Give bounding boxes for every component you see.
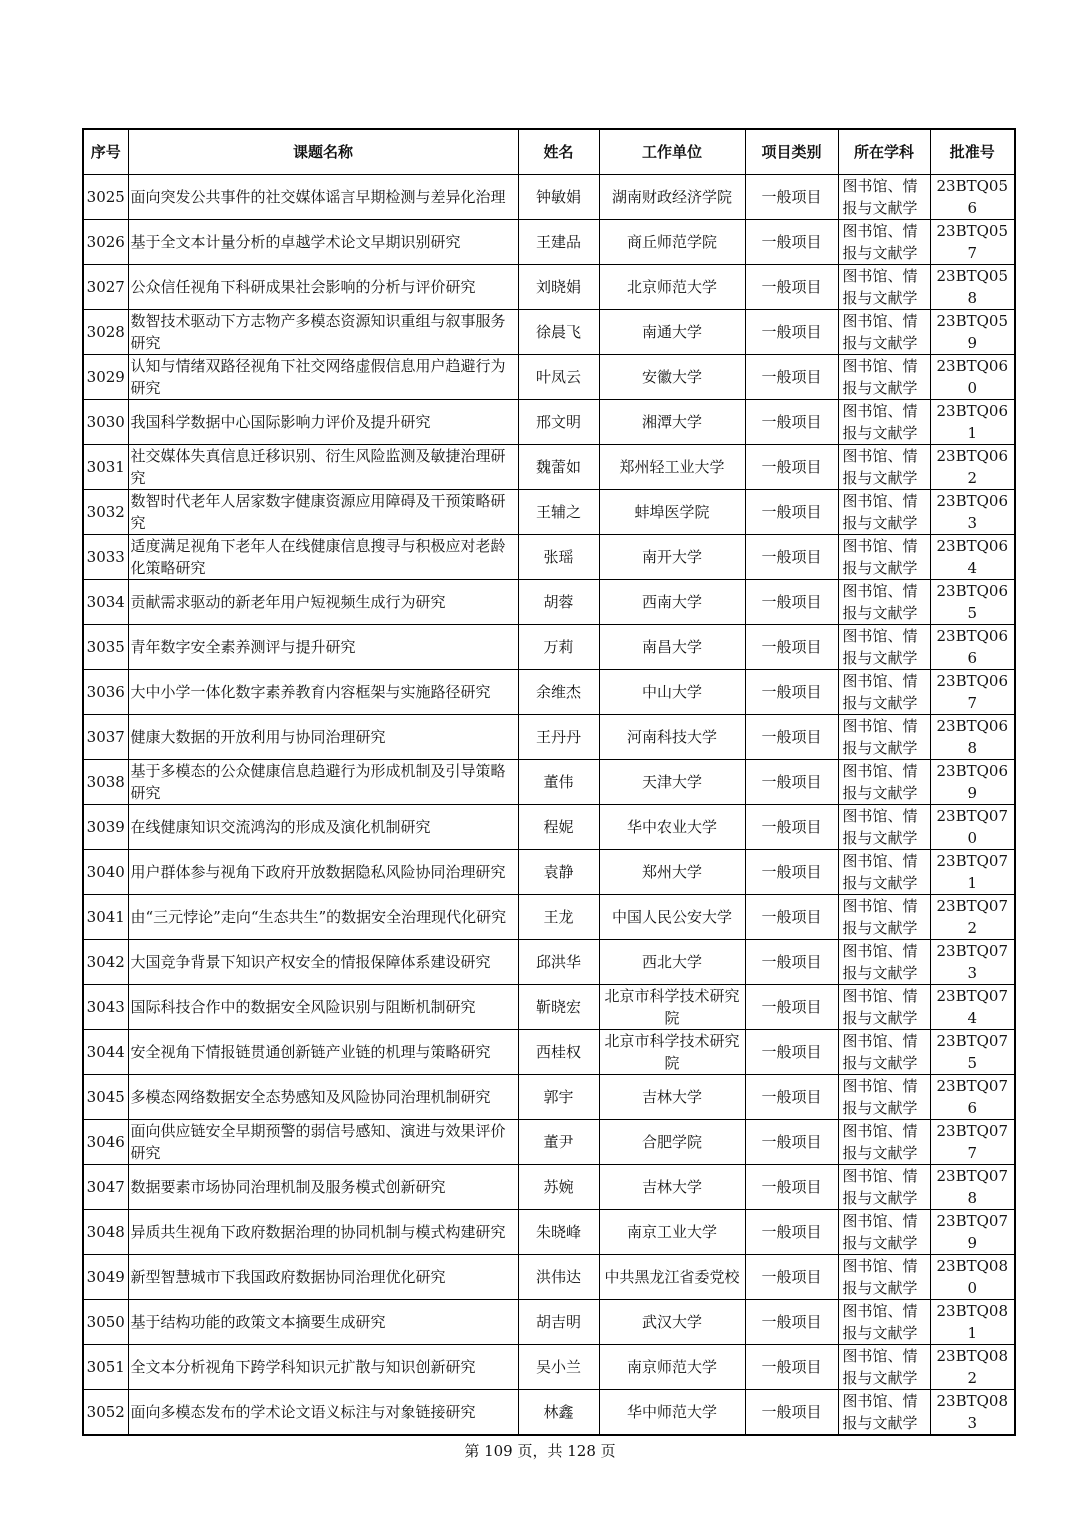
row-type: 一般项目: [745, 1030, 838, 1075]
row-discipline: 图书馆、情报与文献学: [838, 850, 930, 895]
table-row: [83, 535, 1015, 580]
row-discipline: 图书馆、情报与文献学: [838, 580, 930, 625]
table-row: [83, 1075, 1015, 1120]
row-discipline: 图书馆、情报与文献学: [838, 760, 930, 805]
row-no: 3050: [83, 1300, 128, 1345]
row-name: 胡吉明: [518, 1300, 599, 1345]
row-no: 3049: [83, 1255, 128, 1300]
row-title: 贡献需求驱动的新老年用户短视频生成行为研究: [128, 580, 518, 625]
row-unit: 河南科技大学: [599, 715, 745, 760]
row-type: 一般项目: [745, 850, 838, 895]
row-title: 公众信任视角下科研成果社会影响的分析与评价研究: [128, 265, 518, 310]
row-discipline: 图书馆、情报与文献学: [838, 265, 930, 310]
row-title: 基于结构功能的政策文本摘要生成研究: [128, 1300, 518, 1345]
table-row: [83, 265, 1015, 310]
row-unit: 中共黑龙江省委党校: [599, 1255, 745, 1300]
row-no: 3028: [83, 310, 128, 355]
row-type: 一般项目: [745, 265, 838, 310]
row-approval: 23BTQ066: [930, 625, 1015, 670]
row-unit: 南通大学: [599, 310, 745, 355]
row-title: 多模态网络数据安全态势感知及风险协同治理机制研究: [128, 1075, 518, 1120]
row-name: 王辅之: [518, 490, 599, 535]
row-type: 一般项目: [745, 1210, 838, 1255]
row-approval: 23BTQ071: [930, 850, 1015, 895]
header-no: 序号: [83, 129, 128, 175]
table-row: [83, 895, 1015, 940]
row-discipline: 图书馆、情报与文献学: [838, 625, 930, 670]
header-type: 项目类别: [745, 129, 838, 175]
row-approval: 23BTQ057: [930, 220, 1015, 265]
row-no: 3027: [83, 265, 128, 310]
row-no: 3032: [83, 490, 128, 535]
row-type: 一般项目: [745, 1255, 838, 1300]
row-discipline: 图书馆、情报与文献学: [838, 805, 930, 850]
row-no: 3026: [83, 220, 128, 265]
row-type: 一般项目: [745, 355, 838, 400]
table-row: [83, 805, 1015, 850]
row-no: 3043: [83, 985, 128, 1030]
row-type: 一般项目: [745, 715, 838, 760]
row-type: 一般项目: [745, 670, 838, 715]
table-row: [83, 1345, 1015, 1390]
table-row: [83, 310, 1015, 355]
row-title: 社交媒体失真信息迁移识别、衍生风险监测及敏捷治理研究: [128, 445, 518, 490]
row-discipline: 图书馆、情报与文献学: [838, 1030, 930, 1075]
row-name: 叶凤云: [518, 355, 599, 400]
row-type: 一般项目: [745, 985, 838, 1030]
row-name: 邢文明: [518, 400, 599, 445]
row-no: 3036: [83, 670, 128, 715]
table-row: [83, 670, 1015, 715]
table-row: [83, 1120, 1015, 1165]
row-no: 3048: [83, 1210, 128, 1255]
row-discipline: 图书馆、情报与文献学: [838, 490, 930, 535]
row-unit: 中山大学: [599, 670, 745, 715]
row-no: 3040: [83, 850, 128, 895]
row-type: 一般项目: [745, 760, 838, 805]
row-title: 新型智慧城市下我国政府数据协同治理优化研究: [128, 1255, 518, 1300]
row-title: 由“三元悖论”走向“生态共生”的数据安全治理现代化研究: [128, 895, 518, 940]
row-type: 一般项目: [745, 625, 838, 670]
row-no: 3046: [83, 1120, 128, 1165]
row-discipline: 图书馆、情报与文献学: [838, 670, 930, 715]
table-row: [83, 625, 1015, 670]
row-name: 董伟: [518, 760, 599, 805]
row-no: 3037: [83, 715, 128, 760]
row-name: 洪伟达: [518, 1255, 599, 1300]
row-no: 3033: [83, 535, 128, 580]
row-name: 苏婉: [518, 1165, 599, 1210]
row-approval: 23BTQ060: [930, 355, 1015, 400]
row-title: 基于全文本计量分析的卓越学术论文早期识别研究: [128, 220, 518, 265]
row-no: 3052: [83, 1390, 128, 1436]
table-row: [83, 445, 1015, 490]
row-discipline: 图书馆、情报与文献学: [838, 1210, 930, 1255]
row-unit: 华中农业大学: [599, 805, 745, 850]
table-row: [83, 1210, 1015, 1255]
row-approval: 23BTQ056: [930, 175, 1015, 220]
row-unit: 湖南财政经济学院: [599, 175, 745, 220]
table-row: [83, 715, 1015, 760]
row-title: 大中小学一体化数字素养教育内容框架与实施路径研究: [128, 670, 518, 715]
row-type: 一般项目: [745, 805, 838, 850]
row-no: 3042: [83, 940, 128, 985]
row-discipline: 图书馆、情报与文献学: [838, 940, 930, 985]
row-unit: 南开大学: [599, 535, 745, 580]
row-approval: 23BTQ061: [930, 400, 1015, 445]
row-unit: 南昌大学: [599, 625, 745, 670]
row-no: 3044: [83, 1030, 128, 1075]
row-approval: 23BTQ077: [930, 1120, 1015, 1165]
row-approval: 23BTQ067: [930, 670, 1015, 715]
row-approval: 23BTQ065: [930, 580, 1015, 625]
row-no: 3035: [83, 625, 128, 670]
row-unit: 安徽大学: [599, 355, 745, 400]
row-approval: 23BTQ074: [930, 985, 1015, 1030]
row-discipline: 图书馆、情报与文献学: [838, 715, 930, 760]
row-name: 魏蕾如: [518, 445, 599, 490]
row-title: 安全视角下情报链贯通创新链产业链的机理与策略研究: [128, 1030, 518, 1075]
row-no: 3031: [83, 445, 128, 490]
row-type: 一般项目: [745, 175, 838, 220]
row-title: 基于多模态的公众健康信息趋避行为形成机制及引导策略研究: [128, 760, 518, 805]
row-type: 一般项目: [745, 580, 838, 625]
row-name: 刘晓娟: [518, 265, 599, 310]
row-discipline: 图书馆、情报与文献学: [838, 400, 930, 445]
document-page: [82, 128, 1014, 1436]
table-row: [83, 985, 1015, 1030]
row-title: 认知与情绪双路径视角下社交网络虚假信息用户趋避行为研究: [128, 355, 518, 400]
row-type: 一般项目: [745, 490, 838, 535]
row-unit: 北京市科学技术研究院: [599, 1030, 745, 1075]
row-no: 3034: [83, 580, 128, 625]
row-unit: 吉林大学: [599, 1165, 745, 1210]
row-discipline: 图书馆、情报与文献学: [838, 1390, 930, 1436]
row-no: 3051: [83, 1345, 128, 1390]
row-discipline: 图书馆、情报与文献学: [838, 985, 930, 1030]
row-unit: 天津大学: [599, 760, 745, 805]
row-discipline: 图书馆、情报与文献学: [838, 1075, 930, 1120]
row-type: 一般项目: [745, 895, 838, 940]
row-title: 数据要素市场协同治理机制及服务模式创新研究: [128, 1165, 518, 1210]
row-approval: 23BTQ075: [930, 1030, 1015, 1075]
row-unit: 武汉大学: [599, 1300, 745, 1345]
row-title: 在线健康知识交流鸿沟的形成及演化机制研究: [128, 805, 518, 850]
table-row: [83, 850, 1015, 895]
row-approval: 23BTQ058: [930, 265, 1015, 310]
row-unit: 合肥学院: [599, 1120, 745, 1165]
row-name: 吴小兰: [518, 1345, 599, 1390]
row-approval: 23BTQ063: [930, 490, 1015, 535]
row-name: 袁静: [518, 850, 599, 895]
row-unit: 南京师范大学: [599, 1345, 745, 1390]
row-title: 国际科技合作中的数据安全风险识别与阻断机制研究: [128, 985, 518, 1030]
row-name: 程妮: [518, 805, 599, 850]
row-no: 3047: [83, 1165, 128, 1210]
row-type: 一般项目: [745, 1165, 838, 1210]
table-row: [83, 1255, 1015, 1300]
project-table: [82, 128, 1016, 1436]
row-name: 张瑶: [518, 535, 599, 580]
row-name: 邱洪华: [518, 940, 599, 985]
table-header-row: [83, 129, 1015, 175]
row-title: 我国科学数据中心国际影响力评价及提升研究: [128, 400, 518, 445]
row-no: 3045: [83, 1075, 128, 1120]
row-title: 面向多模态发布的学术论文语义标注与对象链接研究: [128, 1390, 518, 1436]
row-unit: 北京市科学技术研究院: [599, 985, 745, 1030]
header-unit: 工作单位: [599, 129, 745, 175]
row-title: 青年数字安全素养测评与提升研究: [128, 625, 518, 670]
row-approval: 23BTQ062: [930, 445, 1015, 490]
row-discipline: 图书馆、情报与文献学: [838, 310, 930, 355]
row-type: 一般项目: [745, 1120, 838, 1165]
row-name: 西桂权: [518, 1030, 599, 1075]
header-title: 课题名称: [128, 129, 518, 175]
row-title: 异质共生视角下政府数据治理的协同机制与模式构建研究: [128, 1210, 518, 1255]
table-row: [83, 220, 1015, 265]
row-title: 全文本分析视角下跨学科知识元扩散与知识创新研究: [128, 1345, 518, 1390]
row-no: 3041: [83, 895, 128, 940]
row-name: 靳晓宏: [518, 985, 599, 1030]
row-unit: 吉林大学: [599, 1075, 745, 1120]
table-row: [83, 940, 1015, 985]
row-name: 胡蓉: [518, 580, 599, 625]
row-unit: 西北大学: [599, 940, 745, 985]
row-approval: 23BTQ059: [930, 310, 1015, 355]
row-approval: 23BTQ072: [930, 895, 1015, 940]
row-approval: 23BTQ069: [930, 760, 1015, 805]
row-discipline: 图书馆、情报与文献学: [838, 1120, 930, 1165]
row-approval: 23BTQ082: [930, 1345, 1015, 1390]
row-title: 用户群体参与视角下政府开放数据隐私风险协同治理研究: [128, 850, 518, 895]
table-row: [83, 490, 1015, 535]
row-type: 一般项目: [745, 940, 838, 985]
row-type: 一般项目: [745, 310, 838, 355]
row-name: 董尹: [518, 1120, 599, 1165]
row-approval: 23BTQ076: [930, 1075, 1015, 1120]
table-row: [83, 355, 1015, 400]
row-discipline: 图书馆、情报与文献学: [838, 220, 930, 265]
row-approval: 23BTQ073: [930, 940, 1015, 985]
row-title: 大国竞争背景下知识产权安全的情报保障体系建设研究: [128, 940, 518, 985]
row-title: 面向供应链安全早期预警的弱信号感知、演进与效果评价研究: [128, 1120, 518, 1165]
table-row: [83, 580, 1015, 625]
row-unit: 湘潭大学: [599, 400, 745, 445]
row-name: 王建品: [518, 220, 599, 265]
row-type: 一般项目: [745, 400, 838, 445]
table-row: [83, 400, 1015, 445]
header-name: 姓名: [518, 129, 599, 175]
row-name: 郭宇: [518, 1075, 599, 1120]
row-discipline: 图书馆、情报与文献学: [838, 1165, 930, 1210]
row-approval: 23BTQ083: [930, 1390, 1015, 1436]
row-name: 钟敏娟: [518, 175, 599, 220]
row-name: 徐晨飞: [518, 310, 599, 355]
row-name: 王丹丹: [518, 715, 599, 760]
row-unit: 南京工业大学: [599, 1210, 745, 1255]
table-row: [83, 1165, 1015, 1210]
row-name: 余维杰: [518, 670, 599, 715]
row-unit: 西南大学: [599, 580, 745, 625]
table-row: [83, 1300, 1015, 1345]
table-row: [83, 760, 1015, 805]
table-body: [83, 175, 1015, 1436]
row-no: 3025: [83, 175, 128, 220]
row-discipline: 图书馆、情报与文献学: [838, 895, 930, 940]
row-title: 面向突发公共事件的社交媒体谣言早期检测与差异化治理: [128, 175, 518, 220]
row-no: 3038: [83, 760, 128, 805]
row-type: 一般项目: [745, 220, 838, 265]
row-title: 适度满足视角下老年人在线健康信息搜寻与积极应对老龄化策略研究: [128, 535, 518, 580]
row-discipline: 图书馆、情报与文献学: [838, 1345, 930, 1390]
row-no: 3039: [83, 805, 128, 850]
row-unit: 商丘师范学院: [599, 220, 745, 265]
row-unit: 蚌埠医学院: [599, 490, 745, 535]
row-approval: 23BTQ078: [930, 1165, 1015, 1210]
row-type: 一般项目: [745, 1075, 838, 1120]
row-approval: 23BTQ081: [930, 1300, 1015, 1345]
row-approval: 23BTQ064: [930, 535, 1015, 580]
row-name: 林鑫: [518, 1390, 599, 1436]
row-unit: 郑州大学: [599, 850, 745, 895]
row-discipline: 图书馆、情报与文献学: [838, 445, 930, 490]
row-discipline: 图书馆、情报与文献学: [838, 1300, 930, 1345]
row-discipline: 图书馆、情报与文献学: [838, 535, 930, 580]
row-name: 王龙: [518, 895, 599, 940]
row-no: 3029: [83, 355, 128, 400]
row-type: 一般项目: [745, 535, 838, 580]
row-unit: 北京师范大学: [599, 265, 745, 310]
table-row: [83, 175, 1015, 220]
header-approval: 批准号: [930, 129, 1015, 175]
row-unit: 中国人民公安大学: [599, 895, 745, 940]
row-title: 数智时代老年人居家数字健康资源应用障碍及干预策略研究: [128, 490, 518, 535]
row-discipline: 图书馆、情报与文献学: [838, 1255, 930, 1300]
row-approval: 23BTQ079: [930, 1210, 1015, 1255]
table-row: [83, 1390, 1015, 1436]
row-approval: 23BTQ080: [930, 1255, 1015, 1300]
row-no: 3030: [83, 400, 128, 445]
row-approval: 23BTQ070: [930, 805, 1015, 850]
row-type: 一般项目: [745, 445, 838, 490]
row-approval: 23BTQ068: [930, 715, 1015, 760]
table-row: [83, 1030, 1015, 1075]
row-title: 数智技术驱动下方志物产多模态资源知识重组与叙事服务研究: [128, 310, 518, 355]
row-type: 一般项目: [745, 1345, 838, 1390]
row-type: 一般项目: [745, 1390, 838, 1436]
row-discipline: 图书馆、情报与文献学: [838, 175, 930, 220]
row-unit: 郑州轻工业大学: [599, 445, 745, 490]
row-discipline: 图书馆、情报与文献学: [838, 355, 930, 400]
row-name: 朱晓峰: [518, 1210, 599, 1255]
row-unit: 华中师范大学: [599, 1390, 745, 1436]
row-name: 万莉: [518, 625, 599, 670]
header-discipline: 所在学科: [838, 129, 930, 175]
row-type: 一般项目: [745, 1300, 838, 1345]
row-title: 健康大数据的开放利用与协同治理研究: [128, 715, 518, 760]
page-footer: 第 109 页，共 128 页: [464, 1442, 616, 1460]
